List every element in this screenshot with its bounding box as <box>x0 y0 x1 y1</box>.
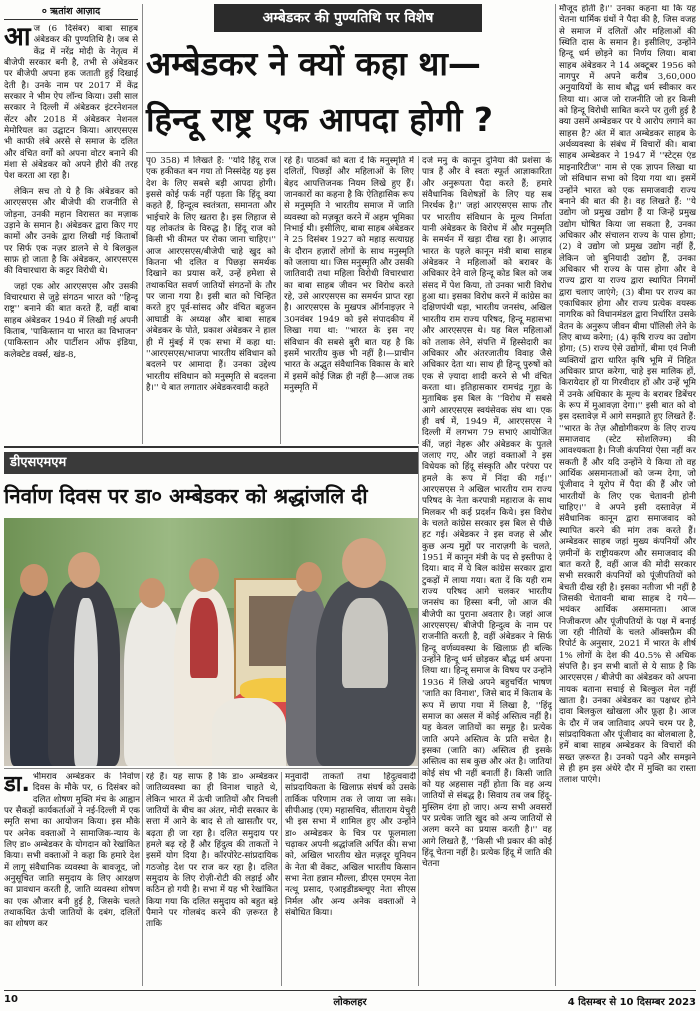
author-byline: ० ऋतांश आज़ाद <box>41 6 101 17</box>
column-rule <box>280 156 281 444</box>
series-banner <box>214 4 482 32</box>
story2-column-3: मनुवादी ताकतों तथा हिंदुत्ववादी सांप्रदायिकता के खिलाफ़ संघर्ष को उसके तार्किक परिणाम तक ले जाया जा सके। सीपीआइ (एम) महासचिव, सीताराम येचुरी भी इस सभा में शामिल हुए और उन्होंने डा० अम्बेडकर के चित्र पर फूलमाला चढ़ाकर अपनी श्रद्धांजलि अर्पित की। सभा को, अखिल भारतीय खेत मज़दूर यूनियन के नेता बी वेंकट, अखिल भारतीय किसान सभा नेता हन्नान मौल्ला, डीएस एमएम नेता नत्थू प्रसाद, एआइडीडब्ल्यूए नेता सीएस निर्मल और अन्य अनेक वक्ताओं ने संबोधित किया। <box>285 772 416 919</box>
left-article-column <box>4 24 138 442</box>
newspaper-name: लोकलहर <box>333 997 367 1008</box>
story2-column-1: डा. भीमराव अम्बेडकर के निर्वाण दिवस के मौके पर, 6 दिसंबर को दलित शोषण मुक्ति मंच के आह्वान पर सैकड़ों कार्यकर्ताओं ने नई-दिल्ली में एक स्मृति सभा का आयोजन किया। इस मौके पर अनेक वक्ताओं ने सामाजिक-न्याय के लिए डा० अम्बेडकर के योगदान को रेखांकित किया। सभी वक्ताओं ने कहा कि हमारे देश में लागू संवैधानिक व्यवस्था के बावजूद, जो अनुसूचित जाति समुदाय के लिए आरक्षण का प्रावधान करती है, जाति व्यवस्था शोषण का एक औजार बनी हुई है, जिसके चलते तथाकथित ऊंची जातियों के दबंग, दलितों का शोषण कर <box>4 772 140 930</box>
column-rule <box>418 156 419 444</box>
right-article-column: मौजूद होती है।'' उनका कहना था कि यह चेतना धार्मिक ग्रंथों ने पैदा की है, जिस वजह से समाज में दलितों और महिलाओं की स्थिति दास के समान है। इसीलिए, उन्होंने हिन्दू धर्म छोड़ने का निर्णय लिया। बाबा साहब अंबेडकर ने 14 अक्टूबर 1956 को नागपुर में अपने करीब 3,60,000 अनुयायियों के साथ बौद्ध धर्म स्वीकार कर लिया था। आज जो राजनीति जो हर किसी को हिन्दू विरोधी साबित करने पर तुली हुई है क्या उसमें अम्बेडकर पर ये आरोप लगाने का साहस है? अंत में बात अम्बेडकर साहब के अर्थव्यवस्था के संबंध में विचारों की। बाबा साहब अम्बेडकर ने 1947 में ''स्टेट्स एंड माइनारिटीज'' नाम से एक ज्ञापन लिखा था जो संविधान सभा को दिया गया था। इसमें उन्होंने भारत को एक समाजवादी राज्य बनाने की बात की है। वह लिखते हैं: ''ये उद्योग जो प्रमुख उद्योग हैं या जिन्हें प्रमुख उद्योग घोषित किया जा सकता है, उनका अधिकार और संचालन राज्य के पास होगा; (2) वे उद्योग जो प्रमुख उद्योग नहीं हैं, लेकिन जो बुनियादी उद्योग हैं, उनका अधिकार भी राज्य के पास होगा और वे राज्य द्वारा या राज्य द्वारा स्थापित निगमों द्वारा चलाए जाएंगे; (3) बीमा पर राज्य का एकाधिकार होगा और राज्य प्रत्येक वयस्क नागरिक को विधानमंडल द्वारा निर्धारित उसके वेतन के अनुरूप जीवन बीमा पॉलिसी लेने के लिए बाध्य करेगा; (4) कृषि राज्य का उद्योग होगा; (5) राज्य ऐसे उद्योगों, बीमा एवं निजी व्यक्तियों द्वारा धारित कृषि भूमि में निहित अधिकार प्राप्त करेगा, चाहे इस मालिक हों, किरायेदार हों या गिरवीदार हों और उन्हें भूमि में उनके अधिकार के मूल्य के बराबर डिबेंचर के रूप में मुआवज़ा देगा।'' इसी बात को वो इस दस्तावेज़ में आगे समझाते हुए लिखते हैं: ''भारत के तेज़ औद्योगीकरण के लिए राज्य समाजवाद (स्टेट सोशलिज्म) की आवश्यकता है। निजी कंपनियां ऐसा नहीं कर सकती हैं और यदि उन्होंने ये किया तो वह आर्थिक असमानताओं को जन्म देगा, जो पूंजीवाद ने यूरोप में पैदा की हैं और जो भारतीयों के लिए एक चेतावनी होनी चाहिए।'' वे अपने इसी दस्तावेज़ में संवैधानिक कानून द्वारा समाजवाद को स्थापित करने की मांग तक करते हैं। अम्बेडकर साहब जहां मुख्य कंपनियों और ज़मीनों के राष्ट्रीयकरण और समाजवाद की बात करते हैं, वहीं आज की मोदी सरकार सभी सरकारी कंपनियों को पूंजीपतियों को बेचती दीख रही है। इसका नतीजा भी नहीं है जिसकी चेतावनी बाबा साहब दे गये— भयंकर आर्थिक असमानता। आज निजीकरण और पूंजीपतियों के पक्ष में बनाई जा रही नीतियों के चलते ऑक्सफ़ैम की रिपोर्ट के अनुसार, 2021 में भारत के शीर्ष 1% लोगों के देश की 40.5% से अधिक संपत्ति है। इन सभी बातों से ये साफ़ है कि आरएसएस / बीजेपी का अंबेडकर को अपना नायक बताना सचाई से बिल्कुल मेल नहीं खाता है। उनका अंबेडकर का पक्षधर होने दावा बिलकुल खोखला और फ़ूहा है। आज के दौर में जब जातिवाद अपने चरम पर है, सांप्रदायिकता और पूंजीवाद का बोलबाला है, हमें बाबा साहब अम्बेडकर के विचारों की सख्त ज़रूरत है। उनको पढ़ने और समझने से ही हम इस अंधेरे दौर में मुक्ति का रास्ता तलाश पाएंगे। <box>559 4 696 786</box>
issue-date: 4 दिसम्बर से 10 दिसम्बर 2023 <box>567 997 696 1008</box>
footer-rule <box>4 990 696 991</box>
section-label: डीएसएमएम <box>4 452 418 474</box>
mid-column-2: रहे हैं। पाठकों को बता दें कि मनुस्मृति में दलितों, पिछड़ों और महिलाओं के लिए बेहद आपत्तिजनक नियम लिखे हुए हैं। जानकारों का कहना है कि ऐतिहासिक रूप से मनुस्मृति ने भारतीय समाज में जाति व्यवस्था को मज़बूत करने में अहम भूमिका निभाई थी। इसीलिए, बाबा साहब अंबेडकर ने 25 दिसंबर 1927 को महाड़ सत्याग्रह के दौरान हज़ारों लोगों के साथ मनुस्मृति को जलाया था। जिस मनुस्मृति और उसकी जातिवादी तथा महिला विरोधी विचारधारा का बाबा साहब जीवन भर विरोध करते रहे, उसे आरएसएस का समर्थन प्राप्त रहा है। आरएसएस के मुखपत्र ऑर्गनाइज़र ने 30नवंबर 1949 को इसे संपादकीय में लिखा गया था: ''भारत के इस नए संविधान की सबसे बुरी बात यह है कि इसमें भारतीय कुछ भी नहीं है।—प्राचीन भारत के अद्भुत संवैधानिक विकास के बारे में इसमें कोई जिक्र ही नहीं है—आज तक मनुस्मृति में <box>284 156 414 393</box>
headline-line-1: अम्बेडकर ने क्यों कहा था— <box>146 44 481 83</box>
series-banner-text: अम्बेडकर की पुण्यतिथि पर विशेष <box>262 10 434 26</box>
column-rule <box>418 446 419 986</box>
column-rule <box>142 772 143 986</box>
column-header <box>4 4 138 20</box>
column-rule <box>142 4 143 444</box>
article-paragraph: ज (6 दिसंबर) बाबा साहब अंबेडकर की पुण्यतिथि है। जब से केंद्र में नरेंद्र मोदी के नेतृत्व में बीजेपी सरकार बनी है, तभी से अंबेडकर पर बीजेपी अपना हक जताती हुई दिखाई देती है। उनके नाम पर 2017 में केंद्र सरकार ने भीम ऐप लॉन्च किया। उसी साल सरकार ने दिल्ली में अंबेडकर इंटरनेशनल सेंटर और 2018 में अंबेडकर नेशनल मेमोरियल का उद्घाटन किया। आरएसएस भी काफी लंबे अरसे से समाज के दलित और वंचित वर्गों को अपना वोटर बनाने की मंशा से अंबेडकर को अपने हीरो की तरह पेश करता आ रहा है। <box>4 24 138 182</box>
headline-line-2: हिन्दू राष्ट्र एक आपदा होगी ? <box>146 100 494 139</box>
article-paragraph: लेकिन सच तो ये है कि अंबेडकर को आरएसएस और बीजेपी की राजनीति से जोड़ना, उनकी महान विरासत का मज़ाक उड़ाने के समान है। अंबेडकर द्वारा किए गए कामों और उनके द्वारा लिखी गई किताबों पर सिर्फ एक नज़र डालने से ये बिलकुल साफ़ हो जाता है कि अंबेडकर, आरएसएस की विचारधारा के कट्टर विरोधी थे। <box>4 186 138 277</box>
mid-column-3: दर्ज मनु के कानून दुनिया की प्रशंसा के पात्र हैं और वे स्वतः स्फूर्त आज्ञाकारिता और अनुरूपता पैदा करते हैं; हमारे संवैधानिक विशेषज्ञों के लिए यह सब निरर्थक है।'' जहां आरएसएस साफ तौर पर भारतीय संविधान के मूल्य निर्माता यानी अंबेडकर के विरोध में और मनुस्मृति के समर्थन में खड़ा दीख रहा है। आज़ाद भारत के पहले कानून मंत्री बाबा साहब अंबेडकर ने महिलाओं को बराबर के अधिकार देने वाले हिन्दू कोड बिल को जब संसद में पेश किया, तो उनका भारी विरोध हुआ था। इसका विरोध करने में कांग्रेस का दक्षिणपंथी धड़ा, भारतीय जनसंघ, अखिल भारतीय राम राज्य परिषद, हिन्दू महासभा और आरएसएस थे। यह बिल महिलाओं को तलाक लेने, संपत्ति में हिस्सेदारी का अधिकार और अंतरजातीय विवाह जैसे अधिकार देता था। साथ ही हिन्दू पुरुषों को एक से ज़्यादा शादी करने से भी वंचित करता था। इतिहासकार रामचंद्र गुहा के मुताबिक इस बिल के ''विरोध में सबसे आगे आरएसएस स्वयंसेवक संघ था। एक ही वर्ष में, 1949 में, आरएसएस ने दिल्ली में लगभग 79 सभाएं आयोजित कीं, जहां नेहरू और अंबेडकर के पुतले जलाए गए, और जहां वक्ताओं ने इस विधेयक को हिंदू संस्कृति और परंपरा पर हमले के रूप में निंदा की गई।'' आरएसएस ने अखिल भारतीय राम राज्य परिषद के नेता करपात्री महाराज के साथ मिलकर भी कई प्रदर्शन किये। इस विरोध के चलते कांग्रेस सरकार इस बिल से पीछे हट गई। अंबेडकर ने इस वजह से और कुछ अन्य मुद्दों पर नाराज़गी के चलते, 1951 में कानून मंत्री के पद से इस्तीफा दे दिया। बाद में ये बिल कांग्रेस सरकार द्वारा टुकड़ों में लाया गया। बता दें कि यही राम राज्य परिषद आगे चलकर भारतीय जनसंघ का हिस्सा बनी, जो आज की बीजेपी का पुराना अवतार है। जहां आज आरएसएस/ बीजेपी हिन्दुत्व के नाम पर राजनीति करती है, वहीं अंबेडकर ने सिर्फ हिन्दू वर्णव्यवस्था के खिलाफ़ ही बल्कि उन्होंने हिन्दू धर्म छोड़कर बौद्ध धर्म अपना लिया था। हिन्दू समाज के विषय पर उन्होंने 1936 में लिखे अपने बहुचर्चित भाषण 'जाति का विनाश', जिसे बाद में किताब के रूप में छापा गया में लिखा है, ''हिंदू समाज का असल में कोई अस्तित्व नहीं है। यह केवल जातियों का समूह है। प्रत्येक जाति अपने अस्तित्व के प्रति सचेत है। इसका (जाति का) अस्तित्व ही इसके अस्तित्व का सब कुछ और अंत है। जातियां कोई संघ भी नहीं बनातीं हैं। किसी जाति को यह अहसास नहीं होता कि वह अन्य जातियों से संबद्ध है। सिवाय तब जब हिंदू-मुस्लिम दंगा हो जाए। अन्य सभी अवसरों पर प्रत्येक जाति खुद को अन्य जातियों से अलग करने का प्रयास करती है।'' वह आगे लिखते हैं, ''किसी भी प्रकार की कोई हिंदू चेतना नहीं है। प्रत्येक हिंदू में जाति की चेतना <box>422 156 552 870</box>
page-number: 10 <box>4 994 18 1005</box>
event-photo <box>4 518 418 766</box>
story2-headline: निर्वाण दिवस पर डा० अम्बेडकर को श्रद्धांजलि दी <box>4 484 368 508</box>
column-rule <box>281 772 282 986</box>
column-rule <box>555 4 556 986</box>
article-paragraph: जहां एक ओर आरएसएस और उसकी विचारधारा से जुड़े संगठन भारत को ''हिन्दू राष्ट्र'' बनाने की बात करते हैं, वहीं बाबा साहब अंबेडकर 1940 में लिखी गई अपनी किताब, 'पाकिस्तान या भारत का विभाजन' (पाकिस्तान और पार्टीशन ऑफ इंडिया, कलेक्टेड वर्क्स, खंड-8, <box>4 281 138 360</box>
photo-rule <box>4 768 418 769</box>
story2-column-2: रहे हैं। यह साफ है कि डा० अम्बेडकर जातिव्यवस्था का ही विनाश चाहते थे, लेकिन भारत में ऊंची जातियों और निचली जातियों के बीच का अंतर, मोदी सरकार के सत्ता में आने के बाद से तो खासतौर पर, बढ़ता ही जा रहा है। दलित समुदाय पर हमले बढ़ रहे हैं और हिंदुत्व की ताकतों ने इसमें योग दिया है। कॉरपोरेट-सांप्रदायिक गठजोड़ देश पर राज कर रहा है। दलित समुदाय के लिए रोज़ी-रोटी की लड़ाई और कठिन हो गयी है। सभा में यह भी रेखांकित किया गया कि दलित समुदाय को बहुत बड़े पैमाने पर गोलबंद करने की ज़रूरत है ताकि <box>146 772 278 930</box>
section-rule <box>4 446 418 448</box>
headline-rule <box>146 152 550 153</box>
mid-column-1: पृ0 358) में लिखते हैं: ''यदि हिंदू राज एक हकीकत बन गया तो निस्संदेह यह इस देश के लिए सबसे बड़ी आपदा होगी। इससे कोई फर्क नहीं पड़ता कि हिंदू क्या कहते हैं, हिन्दूत्व स्वतंत्रता, समानता और भाईचारे के लिए खतरा है। इस लिहाज से यह लोकतंत्र के विरुद्ध है। हिंदू राज को किसी भी कीमत पर रोका जाना चाहिए।'' आज आरएसएस/बीजेपी चाहे खुद को कितना भी दलित व पिछड़ा समर्थक दिखाने का प्रयास करें, उन्हें हमेशा से तथाकथित सवर्ण जातियों संगठनों के तौर पर जाना गया है। इसी बात को चिन्हित करते हुए पूर्व-सांसद और वंचित बहुजन आघाडी के अध्यक्ष और बाबा साहब अंबेडकर के पोते, प्रकाश अंबेडकर ने हाल ही में मुंबई में एक सभा में कहा था: ''आरएसएस/भाजपा भारतीय संविधान को बदलने पर आमादा हैं। उनका उद्देश्य भारतीय संविधान को मनुस्मृति से बदलना है।'' ये बात लगातार अंबेडकरवादी कहते <box>146 156 276 393</box>
drop-cap: डा. <box>4 772 30 797</box>
drop-cap: आ <box>4 24 31 52</box>
